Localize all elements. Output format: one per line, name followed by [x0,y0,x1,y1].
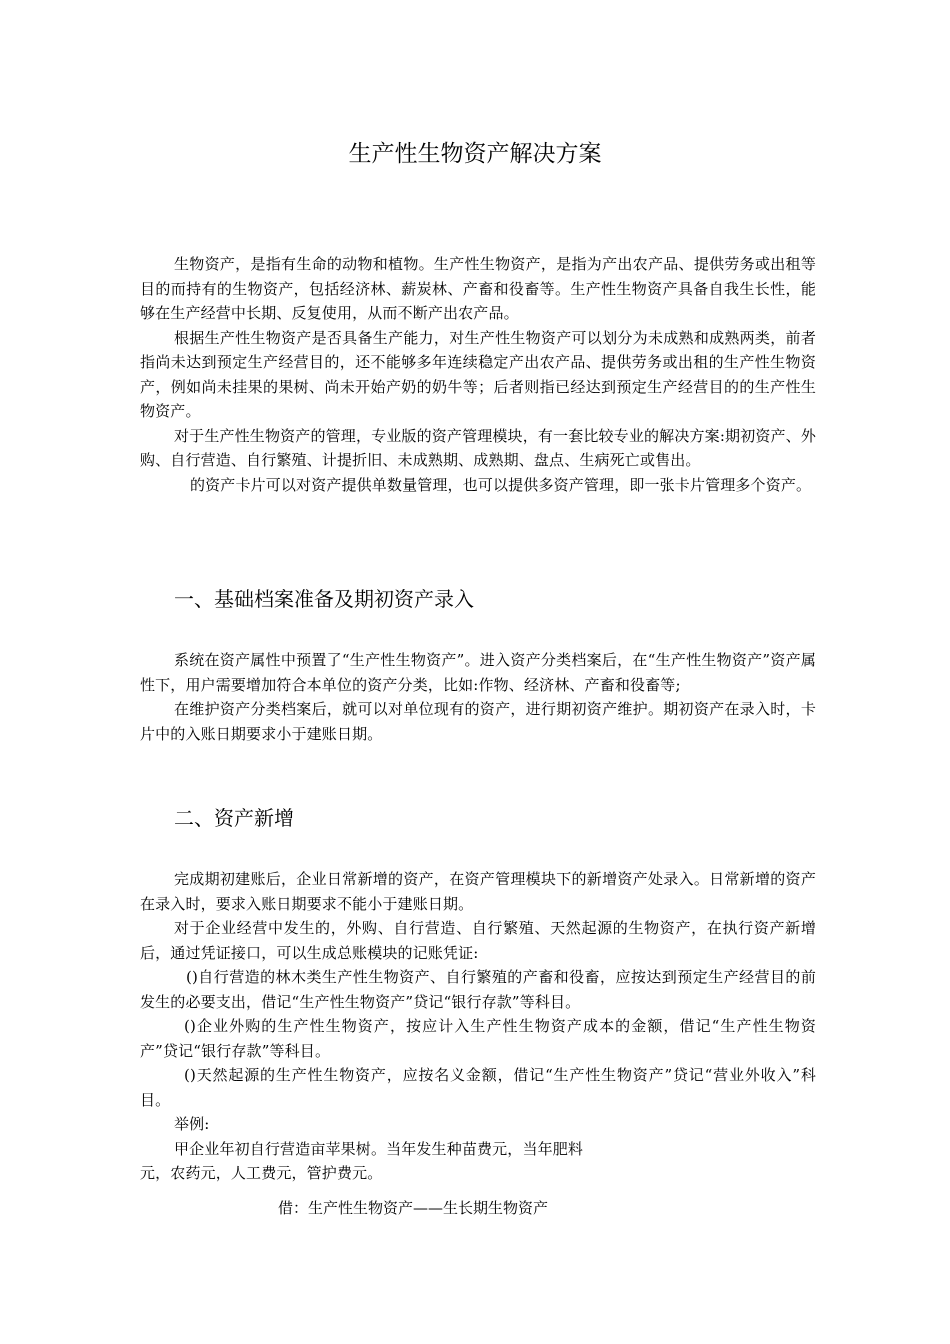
section-heading-2: 二、资产新增 [174,806,294,830]
example-line-2: 元，农药元，人工费元，管护费元。 [140,1164,383,1182]
intro-paragraph-4: 的资产卡片可以对资产提供单数量管理，也可以提供多资产管理，即一张卡片管理多个资产。 [190,475,812,494]
example-line-1: 甲企业年初自行营造亩苹果树。当年发生种苗费元，当年肥料 [174,1139,584,1158]
section1-block [140,648,816,746]
intro-paragraph-1: 生物资产，是指有生命的动物和植物。生产性生物资产，是指为产出农产品、提供劳务或出租等目的而持有的生物资产，包括经济林、薪炭林、产畜和役畜等。生产性生物资产具备自我生长性，能够在生产经营中长期、反复使用，从而不断产出农产品。 [140,255,816,322]
intro-block [140,252,816,497]
journal-entry: 借：生产性生物资产——生长期生物资产 [278,1199,549,1217]
section2-item-3: ()天然起源的生产性生物资产，应按名义金额，借记“生产性生物资产”贷记“营业外收入”科目。 [140,1066,816,1109]
section1-paragraph-2: 在维护资产分类档案后，就可以对单位现有的资产，进行期初资产维护。期初资产在录入时，卡片中的入账日期要求小于建账日期。 [140,700,816,743]
intro-paragraph-3: 对于生产性生物资产的管理，专业版的资产管理模块，有一套比较专业的解决方案:期初资产、外购、自行营造、自行繁殖、计提折旧、未成熟期、成熟期、盘点、生病死亡或售出。 [140,426,816,469]
section2-block [140,867,816,1186]
section2-paragraph-1: 完成期初建账后，企业日常新增的资产，在资产管理模块下的新增资产处录入。日常新增的资产在录入时，要求入账日期要求不能小于建账日期。 [140,870,816,913]
section-heading-1: 一、基础档案准备及期初资产录入 [174,587,474,611]
section2-item-1: ()自行营造的林木类生产性生物资产、自行繁殖的产畜和役畜，应按达到预定生产经营目的前发生的必要支出，借记“生产性生物资产”贷记“银行存款”等科目。 [140,968,816,1011]
example-label: 举例: [174,1115,210,1133]
section2-item-2: ()企业外购的生产性生物资产，按应计入生产性生物资产成本的金额，借记“生产性生物资产”贷记“银行存款”等科目。 [140,1017,816,1060]
page-title: 生产性生物资产解决方案 [348,141,602,167]
section1-paragraph-1: 系统在资产属性中预置了“生产性生物资产”。进入资产分类档案后，在“生产性生物资产”资产属性下，用户需要增加符合本单位的资产分类，比如:作物、经济林、产畜和役畜等; [140,651,816,694]
section2-paragraph-2: 对于企业经营中发生的，外购、自行营造、自行繁殖、天然起源的生物资产，在执行资产新增后，通过凭证接口，可以生成总账模块的记账凭证: [140,919,816,962]
intro-paragraph-2: 根据生产性生物资产是否具备生产能力，对生产性生物资产可以划分为未成熟和成熟两类，前者指尚未达到预定生产经营目的，还不能够多年连续稳定产出农产品、提供劳务或出租的生产性生物资产，例如尚未挂果的果树、尚未开始产奶的奶牛等；后者则指已经达到预定生产经营目的的生产性生物资产。 [140,328,816,420]
